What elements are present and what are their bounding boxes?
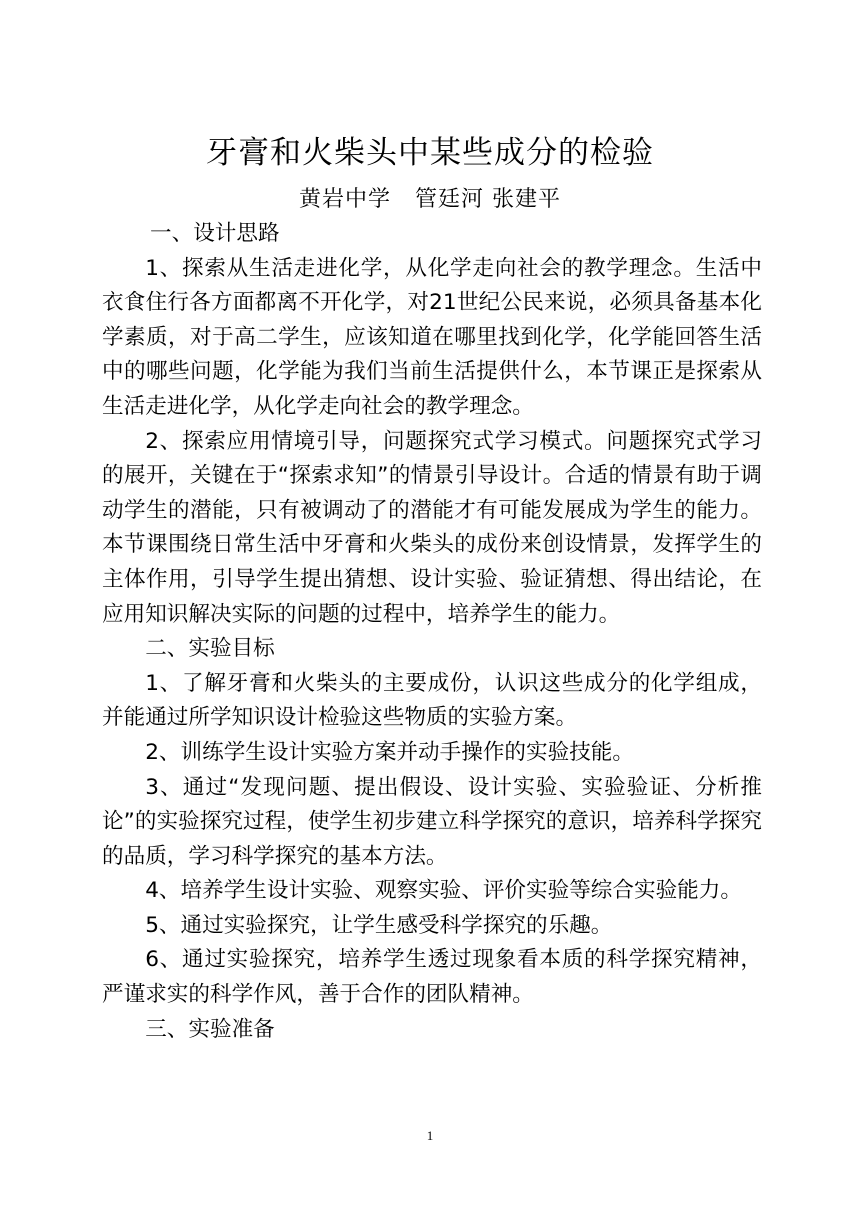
section-heading: 三、实验准备 xyxy=(145,1016,275,1042)
paragraph: 2、训练学生设计实验方案并动手操作的实验技能。 xyxy=(145,739,634,765)
paragraph: 6、通过实验探究，培养学生透过现象看本质的科学探究精神，严谨求实的科学作风，善于合作的团队精神。 xyxy=(102,947,762,1008)
paragraph: 1、了解牙膏和火柴头的主要成份，认识这些成分的化学组成，并能通过所学知识设计检验这些物质的实验方案。 xyxy=(102,670,762,731)
page-number: 1 xyxy=(426,1128,434,1143)
section-heading: 二、实验目标 xyxy=(145,636,275,662)
section-heading: 一、设计思路 xyxy=(150,221,280,246)
document-title: 牙膏和火柴头中某些成分的检验 xyxy=(206,135,654,171)
paragraph: 3、通过“发现问题、提出假设、设计实验、实验验证、分析推论”的实验探究过程，使学生初步建立科学探究的意识，培养科学探究的品质，学习科学探究的基本方法。 xyxy=(102,774,762,869)
paragraph: 2、探索应用情境引导，问题探究式学习模式。问题探究式学习的展开，关键在于“探索求知”的情景引导设计。合适的情景有助于调动学生的潜能，只有被调动了的潜能才有可能发展成为学生的能力。本节课围绕日常生活中牙膏和火柴头的成份来创设情景，发挥学生的主体作用，引导学生提出猜想、设计实验、验证猜想、得出结论，在应用知识解决实际的问题的过程中，培养学生的能力。 xyxy=(102,428,762,627)
paragraph: 4、培养学生设计实验、观察实验、评价实验等综合实验能力。 xyxy=(145,878,742,904)
paragraph: 5、通过实验探究，让学生感受科学探究的乐趣。 xyxy=(145,912,613,938)
paragraph: 1、探索从生活走进化学，从化学走向社会的教学理念。生活中衣食住行各方面都离不开化学，对21世纪公民来说，必须具备基本化学素质，对于高二学生，应该知道在哪里找到化学，化学能回答生活中的哪些问题，化学能为我们当前生活提供什么，本节课正是探索从生活走进化学，从化学走向社会的教学理念。 xyxy=(102,255,762,419)
author-line: 黄岩中学 管廷河 张建平 xyxy=(299,187,561,212)
document-body xyxy=(102,217,762,1047)
